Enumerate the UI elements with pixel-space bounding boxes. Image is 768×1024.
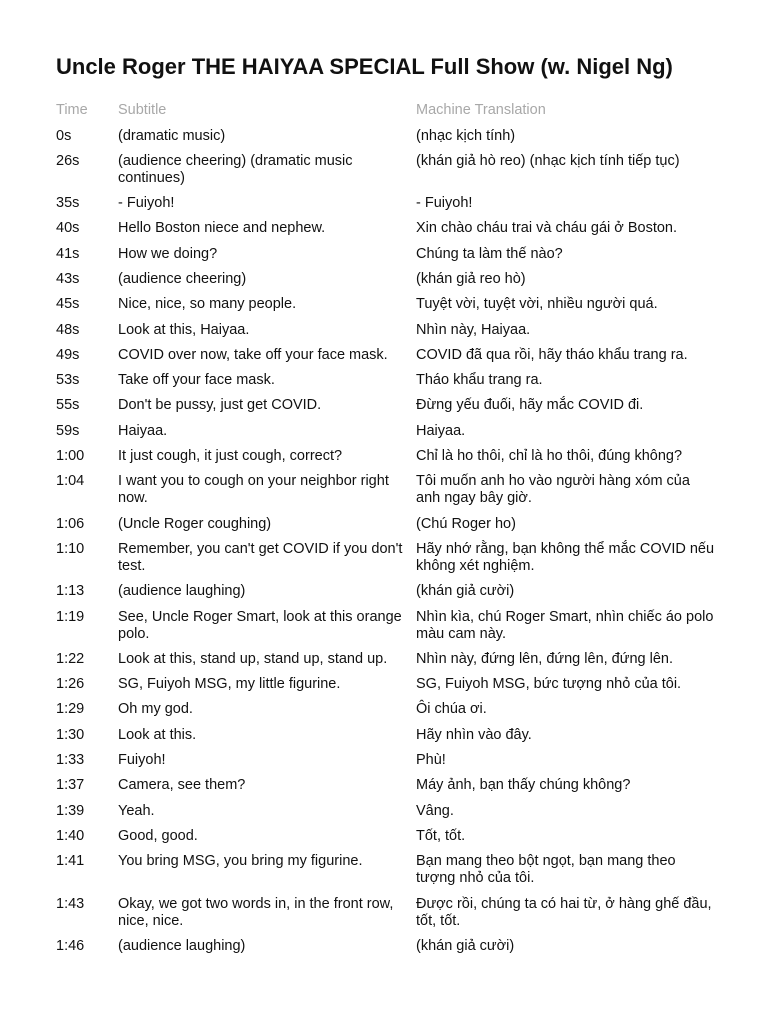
table-row — [56, 220, 716, 245]
cell-subtitle: Nice, nice, so many people. — [118, 296, 297, 313]
cell-translation: Tuyệt vời, tuyệt vời, nhiều người quá. — [416, 296, 658, 313]
table-row — [56, 322, 716, 347]
cell-time: 26s — [56, 152, 80, 169]
document-page — [56, 52, 716, 963]
cell-time: 41s — [56, 245, 80, 262]
cell-subtitle: Oh my god. — [118, 701, 193, 718]
cell-translation: Nhìn kìa, chú Roger Smart, nhìn chiếc áo polo màu cam này. — [416, 608, 714, 642]
cell-time: 1:41 — [56, 853, 85, 870]
table-row — [56, 583, 716, 608]
cell-translation: SG, Fuiyoh MSG, bức tượng nhỏ của tôi. — [416, 676, 682, 693]
cell-subtitle: Don't be pussy, just get COVID. — [118, 397, 322, 414]
cell-time: 48s — [56, 321, 80, 338]
cell-time: 1:33 — [56, 752, 85, 769]
table-row — [56, 153, 716, 195]
transcript-table — [56, 102, 716, 963]
cell-time: 1:46 — [56, 937, 85, 954]
table-row — [56, 296, 716, 321]
cell-translation: COVID đã qua rồi, hãy tháo khẩu trang ra. — [416, 346, 688, 363]
table-body — [56, 128, 716, 964]
cell-translation: Vâng. — [416, 802, 454, 819]
table-row — [56, 423, 716, 448]
cell-translation: (nhạc kịch tính) — [416, 127, 516, 144]
cell-subtitle: (Uncle Roger coughing) — [118, 515, 272, 532]
table-row — [56, 803, 716, 828]
cell-time: 1:40 — [56, 827, 85, 844]
cell-translation: Hãy nhớ rằng, bạn không thể mắc COVID nếu không xét nghiệm. — [416, 540, 715, 574]
cell-time: 0s — [56, 127, 72, 144]
table-row — [56, 128, 716, 153]
cell-subtitle: (dramatic music) — [118, 127, 226, 144]
cell-translation: Ôi chúa ơi. — [416, 701, 487, 718]
cell-translation: (khán giả cười) — [416, 583, 515, 600]
cell-subtitle: Okay, we got two words in, in the front row, nice, nice. — [118, 895, 394, 929]
table-row — [56, 609, 716, 651]
cell-time: 35s — [56, 195, 80, 212]
table-row — [56, 853, 716, 895]
table-row — [56, 372, 716, 397]
cell-time: 40s — [56, 220, 80, 237]
cell-time: 1:29 — [56, 701, 85, 718]
table-row — [56, 271, 716, 296]
cell-time: 1:22 — [56, 650, 85, 667]
cell-subtitle: SG, Fuiyoh MSG, my little figurine. — [118, 676, 341, 693]
cell-subtitle: Take off your face mask. — [118, 372, 275, 389]
cell-translation: (khán giả cười) — [416, 937, 515, 954]
cell-translation: Phù! — [416, 752, 446, 769]
cell-translation: Bạn mang theo bột ngọt, bạn mang theo tượng nhỏ của tôi. — [416, 853, 676, 887]
cell-subtitle: (audience laughing) — [118, 937, 246, 954]
table-row — [56, 347, 716, 372]
cell-subtitle: (audience laughing) — [118, 583, 246, 600]
cell-time: 53s — [56, 372, 80, 389]
cell-subtitle: - Fuiyoh! — [118, 195, 175, 212]
cell-subtitle: You bring MSG, you bring my figurine. — [118, 853, 363, 870]
column-header-translation: Machine Translation — [416, 102, 546, 118]
header-row — [56, 102, 716, 128]
table-row — [56, 473, 716, 515]
cell-subtitle: Yeah. — [118, 802, 155, 819]
cell-time: 45s — [56, 296, 80, 313]
cell-subtitle: Remember, you can't get COVID if you don't test. — [118, 540, 403, 574]
cell-time: 55s — [56, 397, 80, 414]
table-row — [56, 541, 716, 583]
cell-time: 1:39 — [56, 802, 85, 819]
cell-subtitle: Fuiyoh! — [118, 752, 166, 769]
cell-translation: Tôi muốn anh ho vào người hàng xóm của anh ngay bây giờ. — [416, 473, 690, 507]
table-row — [56, 727, 716, 752]
cell-subtitle: Haiyaa. — [118, 422, 168, 439]
cell-translation: Chỉ là ho thôi, chỉ là ho thôi, đúng không? — [416, 448, 683, 465]
cell-translation: (khán giả reo hò) — [416, 270, 526, 287]
table-header — [56, 102, 716, 128]
cell-subtitle: Look at this, stand up, stand up, stand up. — [118, 650, 388, 667]
cell-subtitle: I want you to cough on your neighbor right now. — [118, 473, 389, 507]
table-row — [56, 676, 716, 701]
cell-subtitle: Look at this, Haiyaa. — [118, 321, 250, 338]
table-row — [56, 246, 716, 271]
cell-time: 1:06 — [56, 515, 85, 532]
cell-subtitle: (audience cheering) (dramatic music continues) — [118, 152, 353, 186]
cell-time: 1:43 — [56, 895, 85, 912]
table-row — [56, 828, 716, 853]
cell-time: 1:19 — [56, 608, 85, 625]
cell-translation: Máy ảnh, bạn thấy chúng không? — [416, 777, 631, 794]
table-row — [56, 397, 716, 422]
table-row — [56, 516, 716, 541]
cell-time: 49s — [56, 346, 80, 363]
cell-time: 1:30 — [56, 726, 85, 743]
table-row — [56, 701, 716, 726]
table-row — [56, 195, 716, 220]
cell-subtitle: Look at this. — [118, 726, 197, 743]
table-row — [56, 752, 716, 777]
table-row — [56, 896, 716, 938]
table-row — [56, 448, 716, 473]
cell-subtitle: Good, good. — [118, 827, 198, 844]
cell-subtitle: Camera, see them? — [118, 777, 246, 794]
cell-translation: - Fuiyoh! — [416, 195, 473, 212]
cell-time: 1:10 — [56, 540, 85, 557]
column-header-time: Time — [56, 102, 88, 118]
cell-subtitle: (audience cheering) — [118, 270, 247, 287]
cell-time: 1:13 — [56, 583, 85, 600]
cell-time: 1:00 — [56, 448, 85, 465]
cell-time: 1:04 — [56, 473, 85, 490]
cell-subtitle: COVID over now, take off your face mask. — [118, 346, 388, 363]
column-header-subtitle: Subtitle — [118, 102, 167, 118]
cell-time: 43s — [56, 270, 80, 287]
cell-translation: Được rồi, chúng ta có hai từ, ở hàng ghế đầu, tốt, tốt. — [416, 895, 712, 929]
page-title: Uncle Roger THE HAIYAA SPECIAL Full Show (w. Nigel Ng) — [56, 54, 673, 79]
cell-translation: Chúng ta làm thế nào? — [416, 245, 563, 262]
cell-translation: Xin chào cháu trai và cháu gái ở Boston. — [416, 220, 677, 237]
cell-translation: Haiyaa. — [416, 422, 466, 439]
cell-subtitle: How we doing? — [118, 245, 218, 262]
cell-translation: (Chú Roger ho) — [416, 515, 516, 532]
cell-translation: Đừng yếu đuối, hãy mắc COVID đi. — [416, 397, 644, 414]
cell-translation: Nhìn này, Haiyaa. — [416, 321, 531, 338]
cell-translation: Hãy nhìn vào đây. — [416, 726, 532, 743]
cell-subtitle: Hello Boston niece and nephew. — [118, 220, 326, 237]
cell-translation: Tháo khẩu trang ra. — [416, 372, 543, 389]
table-row — [56, 938, 716, 963]
cell-time: 59s — [56, 422, 80, 439]
table-row — [56, 777, 716, 802]
cell-translation: Nhìn này, đứng lên, đứng lên, đứng lên. — [416, 650, 673, 667]
cell-time: 1:37 — [56, 777, 85, 794]
cell-subtitle: It just cough, it just cough, correct? — [118, 448, 343, 465]
table-row — [56, 651, 716, 676]
cell-time: 1:26 — [56, 676, 85, 693]
cell-translation: (khán giả hò reo) (nhạc kịch tính tiếp tục) — [416, 152, 680, 169]
cell-translation: Tốt, tốt. — [416, 827, 466, 844]
cell-subtitle: See, Uncle Roger Smart, look at this orange polo. — [118, 608, 402, 642]
